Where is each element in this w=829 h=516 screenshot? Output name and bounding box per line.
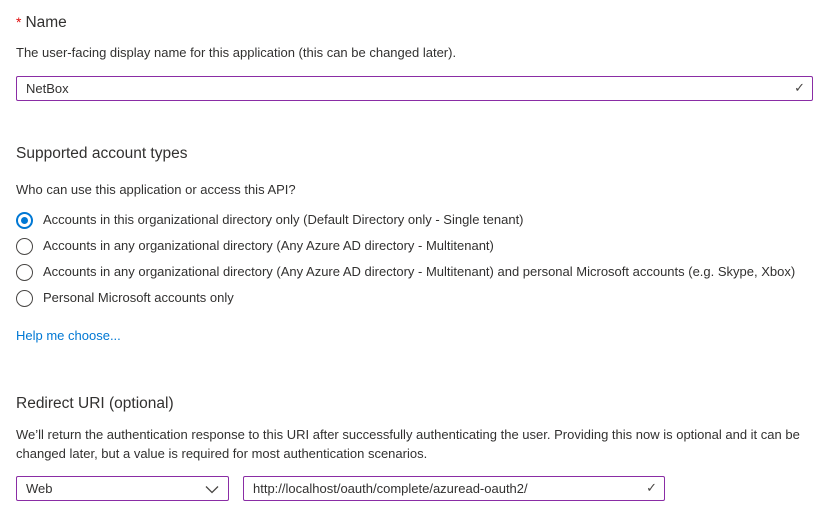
radio-button-icon[interactable] (16, 264, 33, 281)
account-types-question: Who can use this application or access this API? (16, 182, 296, 197)
redirect-uri-input[interactable] (243, 476, 665, 501)
name-description: The user-facing display name for this application (this can be changed later). (16, 45, 457, 60)
radio-option-single-tenant[interactable] (16, 207, 813, 233)
redirect-uri-input-wrap (243, 476, 665, 501)
name-input-wrap (16, 76, 813, 101)
redirect-uri-section-title: Redirect URI (optional) (16, 395, 174, 412)
name-input[interactable] (16, 76, 813, 101)
account-types-section-title: Supported account types (16, 145, 188, 162)
radio-option-label: Accounts in any organizational directory (Any Azure AD directory - Multitenant) (43, 238, 494, 253)
radio-option-multitenant-personal[interactable] (16, 259, 813, 285)
redirect-uri-description: We’ll return the authentication response to this URI after successfully authenticating the user. Providing this now is optional and it can be changed later, but a value is required for most authentication scenarios. (16, 427, 800, 461)
name-title-text: Name (25, 14, 67, 31)
account-types-radio-group (16, 207, 813, 311)
radio-option-multitenant[interactable] (16, 233, 813, 259)
radio-option-label: Personal Microsoft accounts only (43, 290, 234, 305)
platform-select-value: Web (26, 481, 53, 496)
redirect-uri-controls (16, 476, 813, 501)
help-me-choose-link[interactable]: Help me choose... (16, 328, 121, 343)
radio-option-label: Accounts in any organizational directory (Any Azure AD directory - Multitenant) and personal Microsoft accounts (e.g. Skype, Xbox) (43, 264, 796, 279)
chevron-down-icon (205, 485, 219, 494)
radio-button-icon[interactable] (16, 238, 33, 255)
required-asterisk: * (16, 14, 22, 30)
radio-option-personal-only[interactable] (16, 285, 813, 311)
radio-button-icon[interactable] (16, 290, 33, 307)
name-section-title (16, 12, 813, 33)
platform-select[interactable] (16, 476, 229, 501)
valid-check-icon: ✓ (646, 480, 657, 495)
radio-option-label: Accounts in this organizational directory only (Default Directory only - Single tenant) (43, 212, 524, 227)
valid-check-icon: ✓ (794, 80, 805, 95)
radio-button-icon[interactable] (16, 212, 33, 229)
